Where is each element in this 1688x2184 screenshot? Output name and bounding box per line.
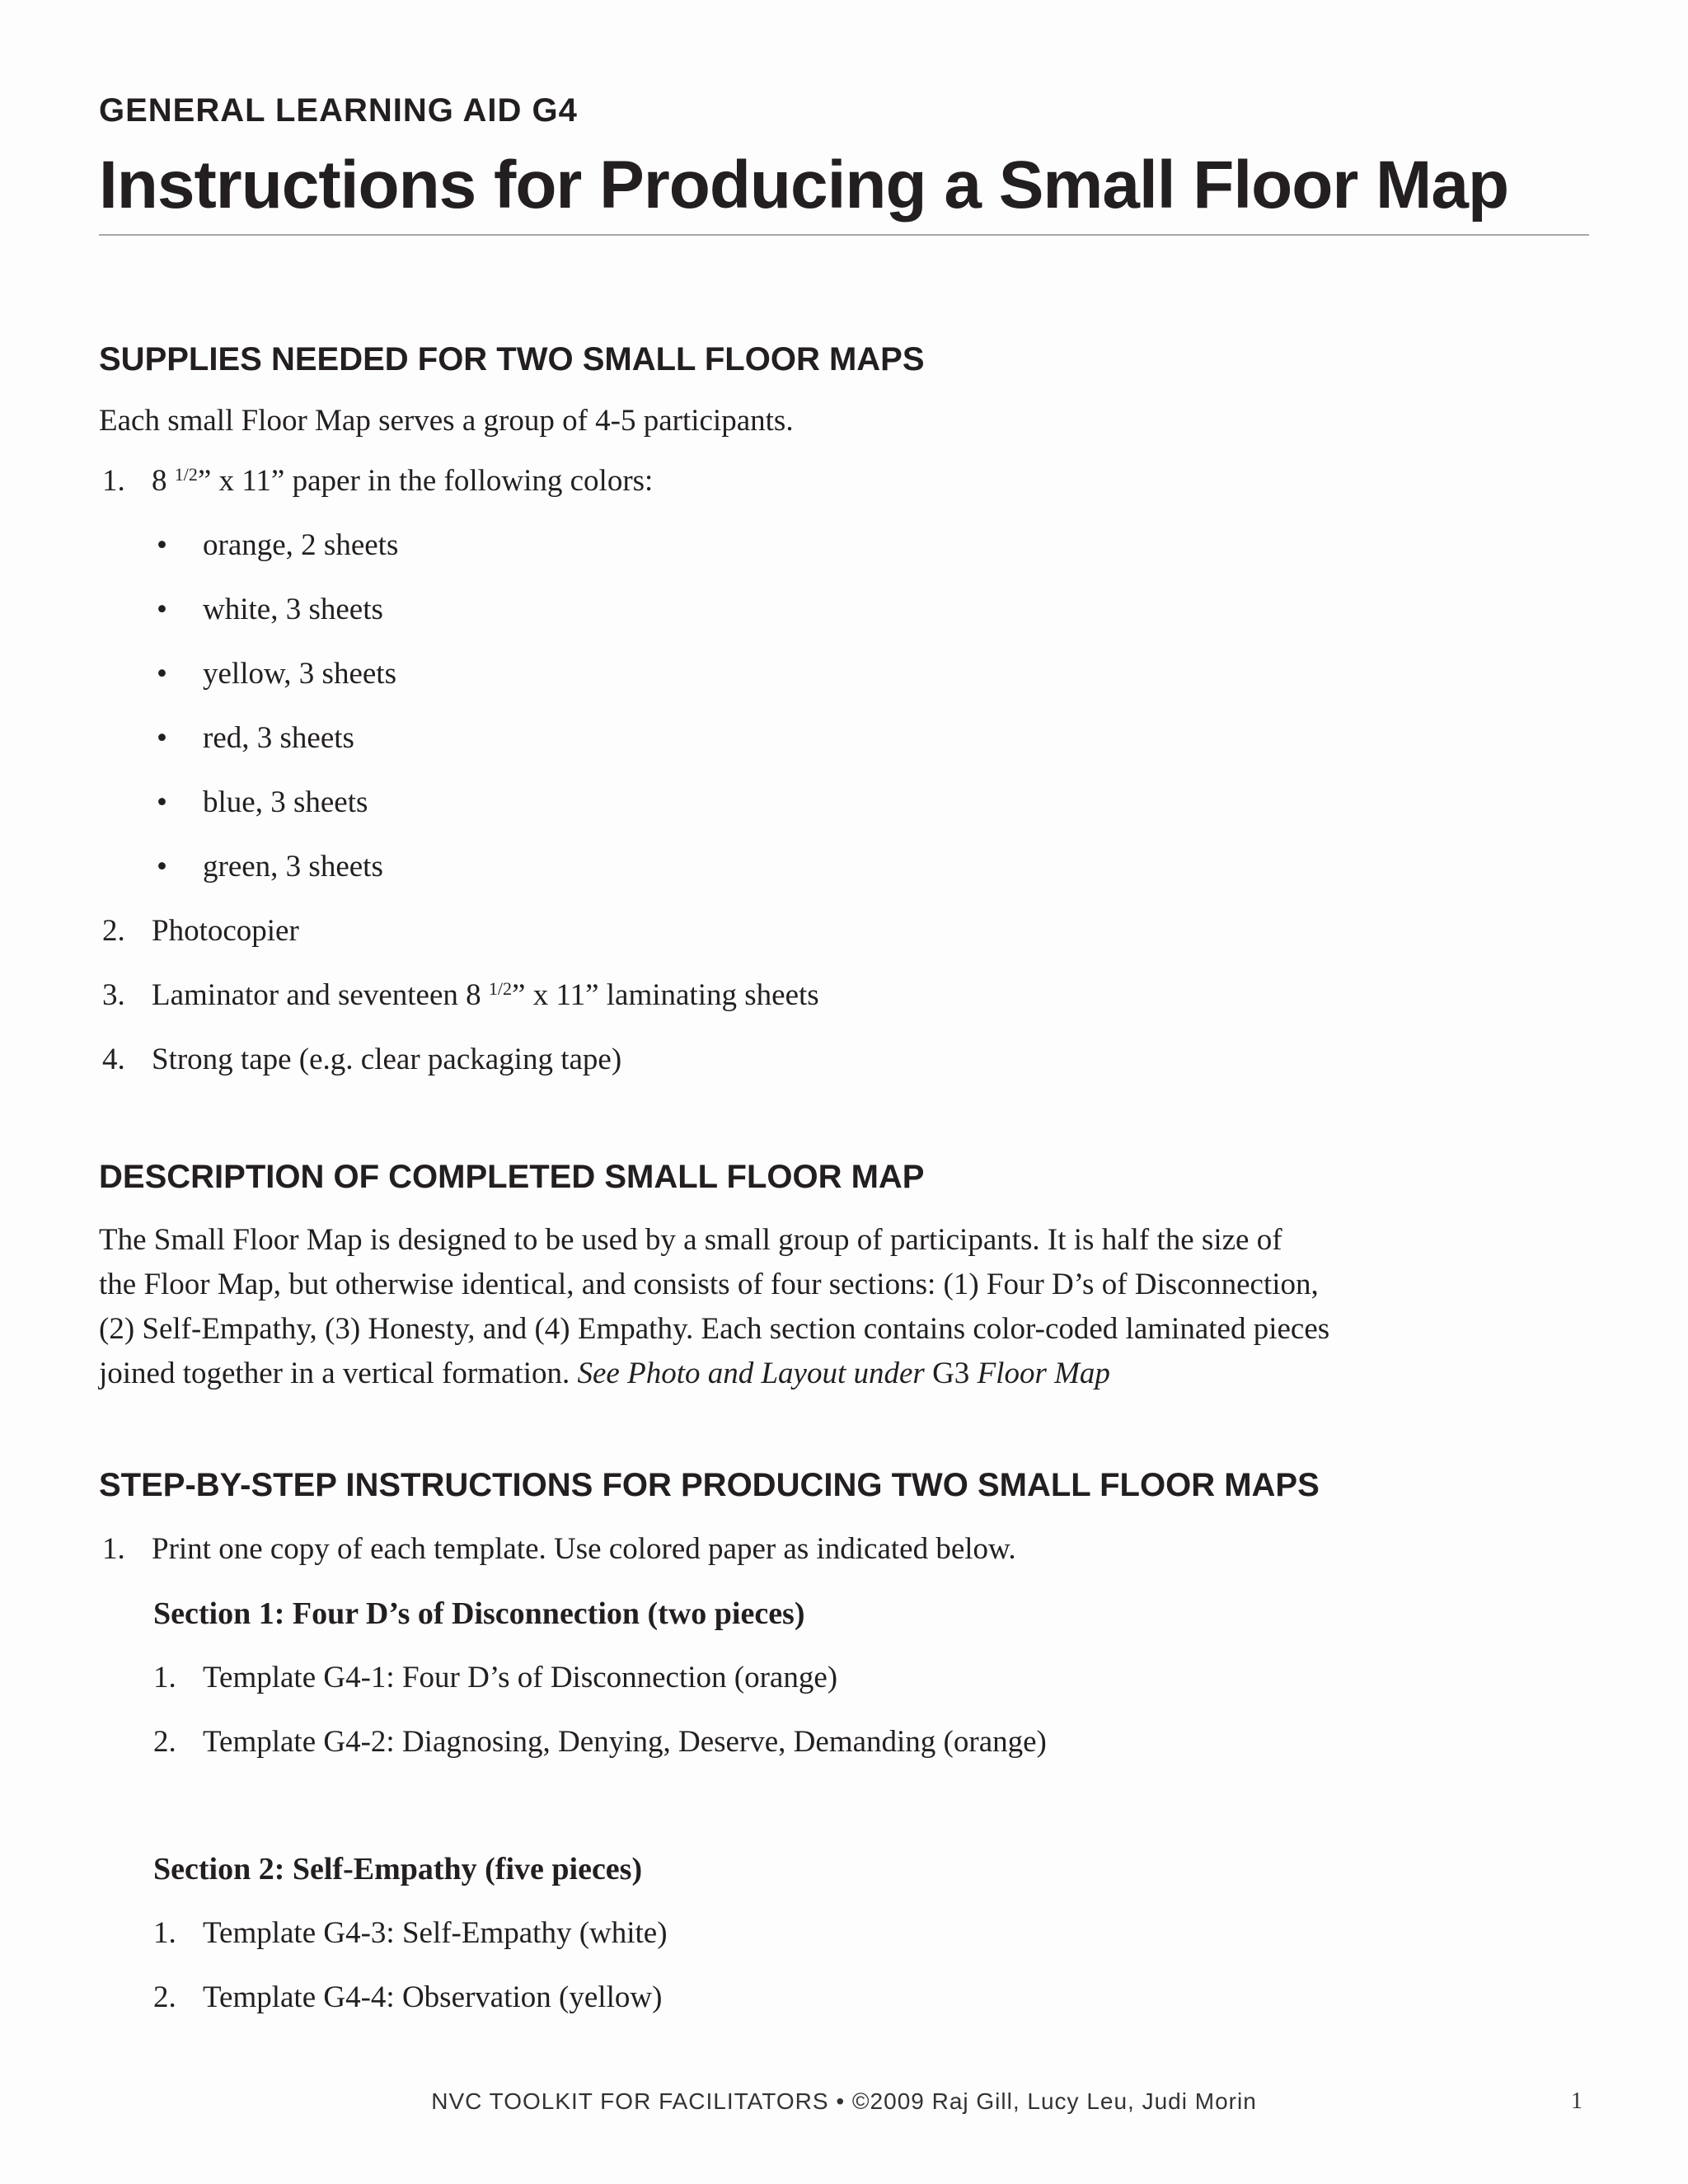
color-item: green, 3 sheets xyxy=(203,850,383,883)
page-footer: NVC TOOLKIT FOR FACILITATORS • ©2009 Raj Gill, Lucy Leu, Judi Morin xyxy=(431,2088,1257,2114)
template-item: 2. Template G4-4: Observation (yellow) xyxy=(153,1980,663,2014)
bullet-icon: • xyxy=(157,593,167,626)
section1-title: Section 1: Four D’s of Disconnection (two pieces) xyxy=(153,1596,805,1631)
color-item: orange, 2 sheets xyxy=(203,528,399,562)
title-divider xyxy=(99,234,1589,236)
template-item: 1. Template G4-3: Self-Empathy (white) xyxy=(153,1916,668,1950)
supplies-intro: Each small Floor Map serves a group of 4-5 participants. xyxy=(99,404,794,438)
description-line: The Small Floor Map is designed to be used by a small group of participants. It is half the size of xyxy=(99,1223,1282,1257)
list-number: 3. xyxy=(102,978,125,1012)
description-heading: DESCRIPTION OF COMPLETED SMALL FLOOR MAP xyxy=(99,1159,925,1195)
list-number: 1. xyxy=(102,1532,125,1566)
bullet-icon: • xyxy=(157,785,167,819)
step-item: 1. Print one copy of each template. Use colored paper as indicated below. xyxy=(102,1532,1016,1566)
bullet-icon: • xyxy=(157,657,167,691)
list-number: 2. xyxy=(102,914,125,948)
supply-item-tape: 4. Strong tape (e.g. clear packaging tape) xyxy=(102,1043,622,1076)
description-line: (2) Self-Empathy, (3) Honesty, and (4) Empathy. Each section contains color-coded laminated pieces xyxy=(99,1312,1330,1346)
description-line-last: joined together in a vertical formation. See Photo and Layout under G3 Floor Map xyxy=(99,1357,1110,1390)
supply-item-photocopier: 2. Photocopier xyxy=(102,914,299,948)
bullet-icon: • xyxy=(157,528,167,562)
template-item: 1. Template G4-1: Four D’s of Disconnection (orange) xyxy=(153,1661,838,1694)
color-item: yellow, 3 sheets xyxy=(203,657,396,691)
list-number: 1. xyxy=(102,464,125,498)
bullet-icon: • xyxy=(157,721,167,755)
section-kicker: GENERAL LEARNING AID G4 xyxy=(99,92,578,129)
color-item: blue, 3 sheets xyxy=(203,785,368,819)
supplies-heading: SUPPLIES NEEDED FOR TWO SMALL FLOOR MAPS xyxy=(99,341,925,377)
section2-title: Section 2: Self-Empathy (five pieces) xyxy=(153,1852,643,1886)
color-item: white, 3 sheets xyxy=(203,593,383,626)
page-number: 1 xyxy=(1571,2088,1582,2114)
page-title: Instructions for Producing a Small Floor Map xyxy=(99,148,1509,223)
color-item: red, 3 sheets xyxy=(203,721,354,755)
template-item: 2. Template G4-2: Diagnosing, Denying, Deserve, Demanding (orange) xyxy=(153,1725,1047,1759)
supply-item-paper: 1. 8 $^{1/2}$” x 11” paper in the following colors: xyxy=(102,464,654,498)
description-line: the Floor Map, but otherwise identical, and consists of four sections: (1) Four D’s of Disconnection, xyxy=(99,1268,1319,1301)
supply-item-laminator: 3. Laminator and seventeen 8 $^{1/2}$” x 11” laminating sheets xyxy=(102,978,819,1012)
steps-heading: STEP-BY-STEP INSTRUCTIONS FOR PRODUCING TWO SMALL FLOOR MAPS xyxy=(99,1467,1320,1503)
bullet-icon: • xyxy=(157,850,167,883)
list-number: 4. xyxy=(102,1043,125,1076)
